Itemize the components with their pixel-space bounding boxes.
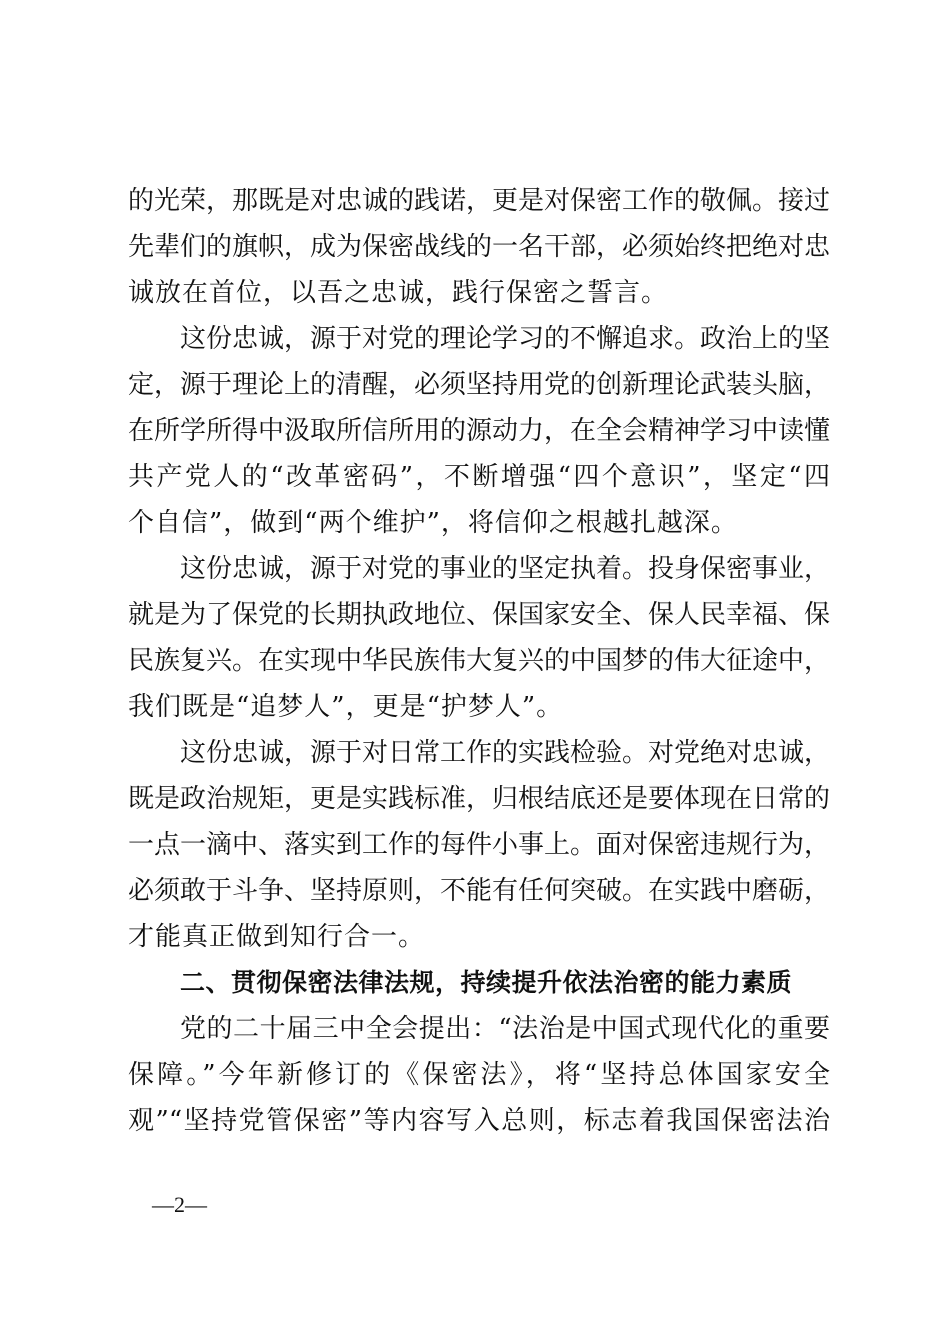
paragraph-first-line: 这份忠诚，源于对日常工作的实践检验。对党绝对忠诚， [180, 738, 831, 768]
text-line: 必须敢于斗争、坚持原则，不能有任何突破。在实践中磨砺， [128, 876, 831, 906]
text-line: 既是政治规矩，更是实践标准，归根结底还是要体现在日常的 [128, 784, 831, 814]
paragraph-first-line: 党的二十届三中全会提出：“法治是中国式现代化的重要 [180, 1014, 830, 1044]
paragraph-first-line: 这份忠诚，源于对党的事业的坚定执着。投身保密事业， [180, 554, 831, 584]
text-line: 共产党人的“改革密码”，不断增强“四个意识”，坚定“四 [128, 462, 830, 492]
text-line: 先辈们的旗帜，成为保密战线的一名干部，必须始终把绝对忠 [128, 232, 831, 262]
section-heading: 二、贯彻保密法律法规，持续提升依法治密的能力素质 [180, 968, 793, 997]
text-line: 就是为了保党的长期执政地位、保国家安全、保人民幸福、保 [128, 600, 831, 630]
document-body [128, 178, 830, 1144]
text-line: 一点一滴中、落实到工作的每件小事上。面对保密违规行为， [128, 830, 831, 860]
text-line: 才能真正做到知行合一。 [128, 922, 426, 952]
page-number: —2— [152, 1192, 207, 1217]
paragraph-first-line: 这份忠诚，源于对党的理论学习的不懈追求。政治上的坚 [180, 324, 831, 354]
text-line: 民族复兴。在实现中华民族伟大复兴的中国梦的伟大征途中， [128, 646, 831, 676]
text-line: 诚放在首位，以吾之忠诚，践行保密之誓言。 [128, 278, 669, 308]
text-line: 个自信”，做到“两个维护”，将信仰之根越扎越深。 [128, 508, 738, 538]
text-line: 保障。”今年新修订的《保密法》，将“坚持总体国家安全 [128, 1060, 830, 1090]
text-line: 我们既是“追梦人”，更是“护梦人”。 [128, 692, 564, 722]
text-line: 的光荣，那既是对忠诚的践诺，更是对保密工作的敬佩。接过 [128, 186, 831, 216]
text-line: 观”“坚持党管保密”等内容写入总则，标志着我国保密法治 [128, 1106, 830, 1136]
text-line: 在所学所得中汲取所信所用的源动力，在全会精神学习中读懂 [128, 416, 831, 446]
text-line: 定，源于理论上的清醒，必须坚持用党的创新理论武装头脑， [128, 370, 831, 400]
